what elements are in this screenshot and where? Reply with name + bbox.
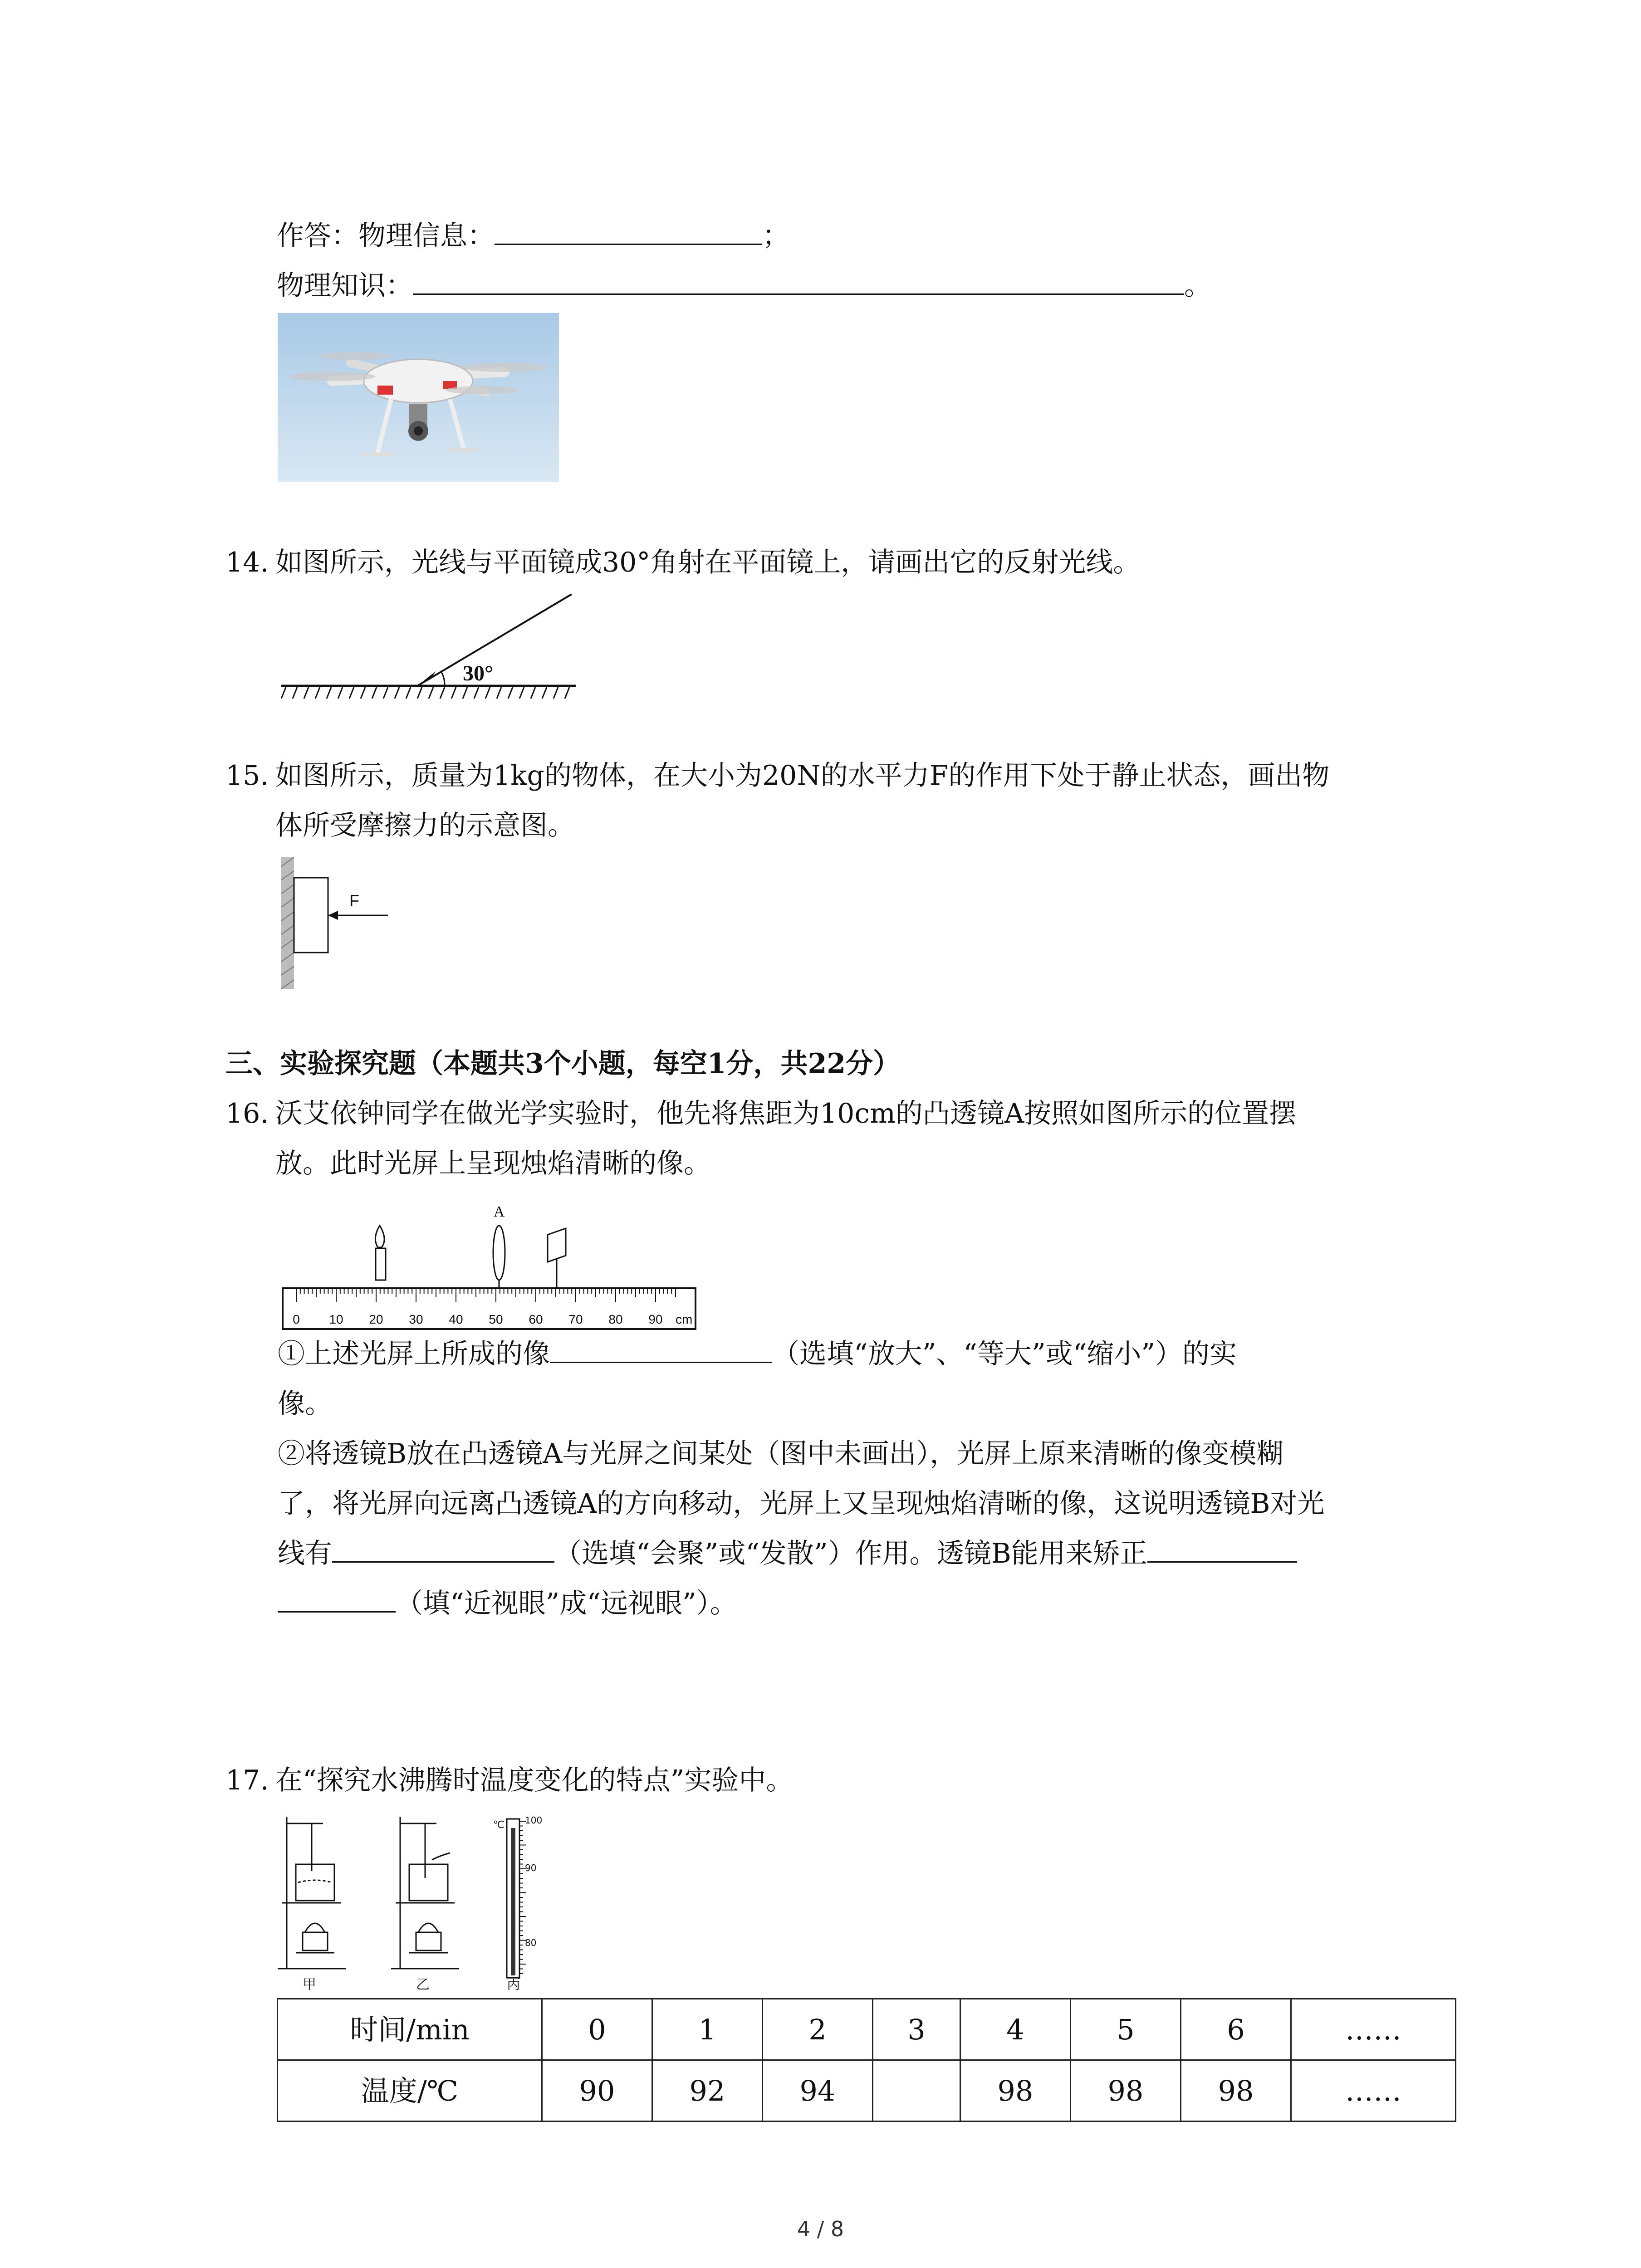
table-cell: …… [1291,1999,1456,2060]
light-screen [548,1228,566,1262]
table-cell: 4 [960,1999,1071,2060]
table-header-time: 时间/min [278,1999,542,2060]
table-header-temperature: 温度/℃ [278,2060,542,2121]
q16-sub1-suffix: （选填“放大”、“等大”或“缩小”）的实 [772,1338,1237,1370]
block [294,878,328,953]
wall-block-diagram [272,857,399,989]
incident-ray [417,594,572,686]
ruler-label: 20 [369,1312,383,1326]
table-cell: 92 [652,2060,763,2121]
mirror-hatching [281,687,569,699]
table-cell: …… [1291,2060,1456,2121]
apparatus-jia [278,1817,346,1969]
q16-sub1-line [278,1334,1237,1374]
q13-knowledge-blank[interactable] [413,266,1184,295]
section3-title: 三、实验探究题（本题共3个小题，每空1分，共22分） [225,1048,900,1080]
candle [376,1248,386,1280]
table-cell: 5 [1071,1999,1181,2060]
table-cell: 0 [542,1999,652,2060]
q13-semicolon: ； [762,220,789,252]
q16-lens-effect-blank[interactable] [332,1534,554,1563]
q16-eye-defect-blank-2[interactable] [278,1584,396,1613]
force-label: F [349,891,359,910]
ruler-label: 90 [648,1312,663,1326]
q16-sub2-text-1: ②将透镜B放在凸透镜A与光屏之间某处（图中未画出），光屏上原来清晰的像变模糊 [278,1438,1284,1470]
ruler-label: 80 [608,1312,623,1326]
ruler-label: 10 [329,1312,343,1326]
ruler-label: 30 [409,1312,423,1326]
wall [281,857,294,989]
q16-sub2-line3-mid: （选填“会聚”或“发散”）作用。透镜B能用来矫正 [554,1538,1147,1569]
angle-label: 30° [463,661,494,685]
q16-sub2-line3 [278,1533,1297,1574]
q13-knowledge-label: 物理知识： [277,270,413,302]
table-cell: 98 [960,2060,1071,2121]
candle-flame [375,1226,384,1247]
apparatus-yi [391,1817,459,1969]
q16-sub1-line2 [278,1383,332,1424]
q14-text-line [225,542,1140,583]
thermo-tick-80: 80 [525,1937,537,1948]
table-cell: 98 [1071,2060,1181,2121]
q16-sub2-line4 [278,1583,737,1624]
label-yi: 乙 [416,1977,430,1991]
q13-knowledge-line [277,265,1211,306]
table-row [278,2060,1456,2121]
q16-text-1: 沃艾依钟同学在做光学实验时，他先将焦距为10cm的凸透镜A按照如图所示的位置摆 [275,1098,1297,1129]
lens-a [493,1226,505,1280]
q17-text: 在“探究水沸腾时温度变化的特点”实验中。 [275,1765,794,1796]
table-cell-blank[interactable] [873,2060,960,2121]
q16-sub1-prefix: ①上述光屏上所成的像 [278,1338,550,1370]
thermo-tick-100: 100 [525,1815,543,1826]
q13-period: 。 [1184,270,1211,302]
table-cell: 90 [542,2060,652,2121]
force-arrowhead [328,911,338,920]
q16-sub2-line3-prefix: 线有 [278,1538,332,1569]
ruler-label: 40 [449,1312,463,1326]
optical-bench-diagram [279,1198,705,1334]
thermometer-bing [493,1815,542,1978]
table-cell: 98 [1181,2060,1291,2121]
drone-photo [278,313,559,482]
mirror-ray-diagram [281,585,581,703]
q15-text-2: 体所受摩擦力的示意图。 [275,810,575,841]
table-cell: 1 [652,1999,763,2060]
table-cell: 2 [763,1999,873,2060]
table-cell: 6 [1181,1999,1291,2060]
q15-number: 15. [225,760,269,792]
q14-number: 14. [225,547,269,578]
angle-arc [441,671,445,686]
thermo-unit: ℃ [493,1819,505,1831]
q16-number: 16. [225,1098,269,1129]
q16-sub2-line1 [278,1433,1283,1474]
label-bing: 丙 [507,1977,520,1991]
q13-answer-line [277,215,789,256]
ruler-unit: cm [676,1312,693,1326]
q15-text-line1 [225,755,1329,796]
page-number: 4 / 8 [797,2217,844,2241]
q16-text-line1 [225,1093,1296,1134]
q17-number: 17. [225,1765,269,1796]
q15-text-line2 [275,805,575,846]
time-temperature-table [277,1998,1456,2122]
q16-text-line2 [275,1143,711,1184]
q14-text: 如图所示，光线与平面镜成30°角射在平面镜上，请画出它的反射光线。 [275,547,1141,578]
q13-answer-prefix: 作答：物理信息： [277,220,495,252]
table-row [278,1999,1456,2060]
boiling-apparatus-diagram [278,1810,604,1991]
q16-sub2-line4-suffix: （填“近视眼”成“远视眼”）。 [396,1588,737,1619]
q16-text-2: 放。此时光屏上呈现烛焰清晰的像。 [275,1148,711,1179]
table-cell: 3 [873,1999,960,2060]
ruler-label: 60 [529,1312,543,1326]
q17-text-line [225,1760,793,1801]
ruler-label: 70 [568,1312,583,1326]
q16-image-type-blank[interactable] [550,1334,772,1363]
ruler-label: 50 [489,1312,503,1326]
q16-eye-defect-blank-1[interactable] [1147,1534,1297,1563]
q13-info-blank[interactable] [495,216,762,245]
label-jia: 甲 [303,1977,316,1991]
thermo-tick-90: 90 [525,1862,537,1873]
table-cell: 94 [763,2060,873,2121]
q16-sub1-line2-text: 像。 [278,1388,332,1420]
q15-text-1: 如图所示，质量为1kg的物体，在大小为20N的水平力F的作用下处于静止状态，画出物 [275,760,1330,792]
ruler-label: 0 [293,1312,300,1326]
lens-label: A [493,1203,505,1220]
q16-sub2-line2 [278,1483,1324,1524]
q16-sub2-text-2: 了，将光屏向远离凸透镜A的方向移动，光屏上又呈现烛焰清晰的像，这说明透镜B对光 [278,1488,1325,1520]
